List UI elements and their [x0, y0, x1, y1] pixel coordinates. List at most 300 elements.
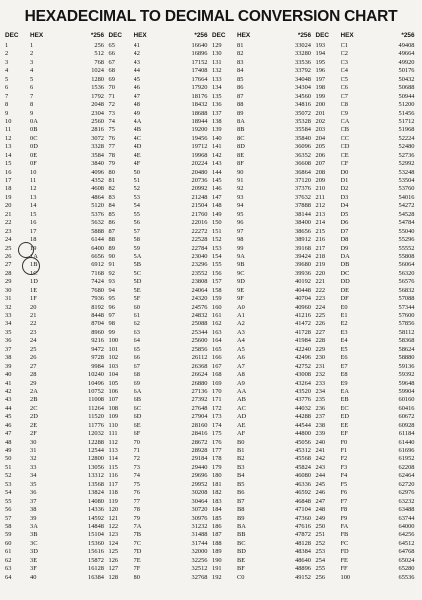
hex-cell: F4 — [340, 472, 348, 480]
table-row — [108, 574, 212, 582]
dec-cell: 208 — [315, 168, 326, 176]
table-row — [315, 76, 419, 84]
mult-cell: 52224 — [398, 134, 415, 142]
hex-cell: E7 — [340, 362, 348, 370]
hex-cell: BB — [237, 531, 246, 539]
table-row — [211, 253, 315, 261]
mult-cell: 15616 — [88, 548, 104, 556]
mult-cell: 23296 — [191, 261, 208, 269]
dec-cell: 9 — [5, 109, 9, 117]
mult-cell: 22784 — [191, 244, 208, 252]
mult-cell: 57088 — [398, 295, 415, 303]
hex-cell: 70 — [133, 438, 140, 446]
mult-cell: 65536 — [398, 573, 415, 581]
hex-cell: DD — [340, 278, 350, 286]
table-row — [4, 413, 108, 421]
hex-cell: 3 — [30, 58, 34, 66]
table-row — [4, 447, 108, 455]
mult-cell: 34304 — [295, 84, 311, 92]
mult-cell: 51200 — [398, 101, 415, 109]
dec-cell: 185 — [212, 514, 222, 522]
hex-cell: 9D — [237, 278, 245, 286]
table-row — [108, 540, 212, 548]
table-row — [4, 405, 108, 413]
mult-cell: 32000 — [191, 548, 208, 556]
mult-cell: 47360 — [295, 514, 311, 522]
mult-cell: 31488 — [191, 531, 208, 539]
mult-cell: 24064 — [191, 286, 208, 294]
table-row — [108, 295, 212, 303]
table-row — [211, 287, 315, 295]
dec-cell: 250 — [315, 522, 326, 530]
dec-cell: 5 — [5, 75, 9, 83]
hex-cell: E3 — [340, 328, 348, 336]
table-row — [211, 135, 315, 143]
hex-cell: 97 — [237, 227, 244, 235]
mult-cell: 49152 — [295, 573, 311, 581]
mult-cell: 47104 — [295, 506, 311, 514]
hex-cell: 28 — [30, 371, 37, 379]
mult-cell: 64512 — [398, 539, 415, 547]
mult-cell: 32512 — [191, 565, 208, 573]
mult-cell: 46336 — [295, 480, 311, 488]
mult-cell: 59392 — [398, 371, 415, 379]
table-row — [108, 320, 212, 328]
dec-cell: 64 — [5, 573, 12, 581]
dec-cell: 180 — [212, 472, 222, 480]
mult-cell: 31744 — [191, 539, 208, 547]
hex-cell: D3 — [340, 193, 349, 201]
mult-cell: 9728 — [91, 354, 104, 362]
mult-cell: 1792 — [91, 92, 104, 100]
hex-cell: 37 — [30, 497, 37, 505]
table-row — [211, 245, 315, 253]
table-row — [315, 211, 419, 219]
dec-cell: 135 — [212, 92, 222, 100]
hex-cell: DA — [340, 252, 350, 260]
table-row — [315, 396, 419, 404]
mult-cell: 8960 — [91, 328, 104, 336]
mult-cell: 41728 — [295, 328, 311, 336]
dec-cell: 131 — [212, 58, 222, 66]
table-row — [108, 405, 212, 413]
table-row — [108, 548, 212, 556]
table-row — [315, 245, 419, 253]
hex-cell: 39 — [30, 514, 37, 522]
dec-cell: 206 — [315, 151, 326, 159]
hex-cell: C0 — [237, 573, 245, 581]
table-row — [108, 76, 212, 84]
dec-cell: 73 — [108, 109, 115, 117]
dec-cell: 45 — [5, 413, 12, 421]
hex-cell: FC — [340, 539, 349, 547]
mult-cell: 50176 — [398, 67, 415, 75]
table-row — [4, 464, 108, 472]
table-row — [315, 160, 419, 168]
table-row — [108, 278, 212, 286]
hex-cell: 54 — [133, 202, 140, 210]
column-group-3 — [211, 30, 315, 596]
hex-cell: 95 — [237, 210, 244, 218]
hex-cell: FA — [340, 522, 349, 530]
hex-cell: 5D — [133, 278, 142, 286]
mult-cell: 29184 — [191, 455, 208, 463]
hex-cell: DC — [340, 269, 350, 277]
table-row — [4, 422, 108, 430]
table-row — [315, 464, 419, 472]
hex-cell: 7B — [133, 531, 141, 539]
dec-cell: 91 — [108, 261, 115, 269]
hex-cell: D4 — [340, 202, 349, 210]
mult-cell: 7680 — [91, 286, 104, 294]
table-row — [211, 177, 315, 185]
mult-cell: 512 — [94, 50, 104, 58]
mult-cell: 3072 — [91, 134, 104, 142]
hex-cell: 1F — [30, 295, 37, 303]
hex-cell: C6 — [340, 84, 348, 92]
table-row — [315, 346, 419, 354]
table-row — [108, 169, 212, 177]
table-rows — [108, 42, 212, 596]
mult-cell: 4608 — [91, 185, 104, 193]
mult-cell: 256 — [94, 42, 104, 49]
mult-cell: 32256 — [191, 556, 208, 564]
mult-cell: 4864 — [91, 193, 104, 201]
hex-cell: F5 — [340, 480, 348, 488]
mult-cell: 32768 — [191, 573, 208, 581]
mult-cell: 11264 — [88, 404, 104, 412]
column-group-4 — [315, 30, 419, 596]
hex-cell: 68 — [133, 371, 140, 379]
dec-cell: 17 — [5, 177, 12, 184]
hex-cell: 53 — [133, 193, 140, 201]
table-row — [4, 228, 108, 236]
dec-cell: 137 — [212, 109, 222, 117]
dec-cell: 133 — [212, 75, 222, 83]
hex-cell: 8B — [237, 126, 245, 134]
hex-cell: 5F — [133, 295, 141, 303]
dec-cell: 54 — [5, 489, 12, 497]
mult-cell: 40448 — [295, 286, 311, 294]
table-row — [108, 143, 212, 151]
mult-cell: 25856 — [191, 345, 208, 353]
table-row — [315, 50, 419, 58]
mult-cell: 18944 — [191, 117, 208, 125]
mult-cell: 17920 — [191, 84, 208, 92]
hex-cell: 50 — [133, 168, 140, 176]
dec-cell: 84 — [108, 202, 115, 210]
table-row — [4, 185, 108, 193]
hex-cell: 78 — [133, 506, 140, 514]
dec-cell: 166 — [212, 354, 222, 362]
mult-cell: 29952 — [191, 480, 208, 488]
hex-cell: D5 — [340, 210, 349, 218]
table-row — [4, 354, 108, 362]
hex-cell: E8 — [340, 371, 348, 379]
hex-cell: C9 — [340, 109, 348, 117]
dec-cell: 19 — [5, 193, 12, 201]
dec-cell: 197 — [315, 75, 326, 83]
mult-cell: 3328 — [91, 143, 104, 151]
dec-cell: 142 — [212, 151, 222, 159]
hex-cell: 6B — [133, 396, 141, 404]
dec-cell: 121 — [108, 514, 119, 522]
mult-cell: 60928 — [398, 421, 415, 429]
dec-cell: 178 — [212, 455, 222, 463]
dec-cell: 189 — [212, 548, 222, 556]
mult-cell: 34048 — [295, 75, 311, 83]
table-row — [4, 363, 108, 371]
mult-cell: 23552 — [191, 269, 208, 277]
dec-cell: 56 — [5, 506, 12, 514]
mult-cell: 22272 — [191, 227, 208, 235]
table-row — [211, 295, 315, 303]
table-row — [315, 110, 419, 118]
mult-cell: 31232 — [191, 522, 208, 530]
dec-cell: 196 — [315, 67, 326, 75]
table-row — [4, 380, 108, 388]
dec-cell: 67 — [108, 58, 115, 66]
hex-cell: B9 — [237, 514, 245, 522]
hex-cell: 0E — [30, 151, 38, 159]
hex-cell: 2D — [30, 413, 38, 421]
hex-cell: A2 — [237, 320, 245, 328]
dec-cell: 20 — [5, 202, 12, 210]
hex-cell: 7F — [133, 565, 141, 573]
mult-cell: 20736 — [191, 177, 208, 184]
hex-cell: 58 — [133, 236, 140, 244]
dec-cell: 143 — [212, 160, 222, 168]
mult-cell: 28672 — [191, 438, 208, 446]
table-row — [315, 59, 419, 67]
table-row — [108, 422, 212, 430]
hex-cell: F6 — [340, 489, 348, 497]
hex-cell: 32 — [30, 455, 37, 463]
hex-cell: B8 — [237, 506, 245, 514]
mult-cell: 44800 — [295, 430, 311, 438]
mult-cell: 6912 — [91, 261, 104, 269]
mult-cell: 53504 — [398, 177, 415, 184]
dec-cell: 16 — [5, 168, 12, 176]
hex-cell: CC — [340, 134, 350, 142]
table-row — [211, 270, 315, 278]
hex-cell: 38 — [30, 506, 37, 514]
hex-cell: 89 — [237, 109, 244, 117]
table-row — [315, 93, 419, 101]
mult-cell: 21504 — [191, 202, 208, 210]
dec-cell: 246 — [315, 489, 326, 497]
mult-cell: 26368 — [191, 362, 208, 370]
mult-cell: 43776 — [295, 396, 311, 404]
mult-cell: 54016 — [398, 193, 415, 201]
table-row — [211, 320, 315, 328]
table-row — [108, 228, 212, 236]
mult-cell: 16896 — [191, 50, 208, 58]
hex-cell: 3A — [30, 522, 38, 530]
mult-cell: 6400 — [91, 244, 104, 252]
table-row — [108, 363, 212, 371]
hex-cell: FD — [340, 548, 349, 556]
table-row — [211, 481, 315, 489]
dec-cell: 168 — [212, 371, 222, 379]
hex-cell: 4B — [133, 126, 141, 134]
table-row — [211, 422, 315, 430]
table-row — [315, 228, 419, 236]
table-row — [4, 346, 108, 354]
dec-cell: 195 — [315, 58, 326, 66]
dec-cell: 198 — [315, 84, 326, 92]
mult-cell: 63232 — [398, 497, 415, 505]
hex-cell: 24 — [30, 337, 37, 345]
mult-cell: 55808 — [398, 252, 415, 260]
mult-cell: 9984 — [91, 362, 104, 370]
table-row — [4, 67, 108, 75]
dec-cell: 24 — [5, 236, 12, 244]
hex-cell: FE — [340, 556, 348, 564]
dec-cell: 46 — [5, 421, 12, 429]
hex-cell: 5E — [133, 286, 141, 294]
dec-cell: 181 — [212, 480, 222, 488]
table-row — [211, 447, 315, 455]
mult-cell: 48128 — [295, 539, 311, 547]
mult-cell: 50432 — [398, 75, 415, 83]
mult-cell: 10752 — [88, 387, 104, 395]
table-row — [4, 42, 108, 50]
hex-cell: B7 — [237, 497, 245, 505]
dec-cell: 83 — [108, 193, 115, 201]
dec-cell: 245 — [315, 480, 326, 488]
table-row — [211, 169, 315, 177]
table-row — [211, 455, 315, 463]
dec-cell: 39 — [5, 362, 12, 370]
mult-cell: 24576 — [191, 303, 208, 311]
table-row — [4, 557, 108, 565]
mult-cell: 3840 — [91, 160, 104, 168]
hex-cell: 76 — [133, 489, 140, 497]
mult-cell: 57600 — [398, 312, 415, 319]
dec-cell: 70 — [108, 84, 115, 92]
table-row — [315, 202, 419, 210]
dec-cell: 183 — [212, 497, 222, 505]
mult-cell: 15104 — [88, 531, 104, 539]
hex-cell: 81 — [237, 42, 244, 49]
table-row — [4, 50, 108, 58]
mult-cell: 45568 — [295, 455, 311, 463]
mult-cell: 11008 — [88, 396, 104, 404]
dec-cell: 89 — [108, 244, 115, 252]
mult-cell: 49664 — [398, 50, 415, 58]
hex-cell: 15 — [30, 210, 37, 218]
mult-cell: 12544 — [88, 447, 104, 454]
hex-cell: 80 — [133, 573, 140, 581]
table-row — [108, 354, 212, 362]
hex-cell: 4F — [133, 160, 141, 168]
hex-cell: 41 — [133, 42, 140, 49]
dec-cell: 209 — [315, 177, 326, 184]
mult-cell: 3584 — [91, 151, 104, 159]
dec-cell: 1 — [5, 42, 9, 49]
mult-cell: 29440 — [191, 463, 208, 471]
table-row — [315, 498, 419, 506]
header-hex: HEX — [30, 32, 44, 39]
table-row — [4, 84, 108, 92]
mult-cell: 30464 — [191, 497, 208, 505]
table-row — [108, 101, 212, 109]
mult-cell: 40192 — [295, 278, 311, 286]
table-row — [108, 455, 212, 463]
table-row — [4, 261, 108, 269]
dec-cell: 61 — [5, 548, 12, 556]
dec-cell: 220 — [315, 269, 326, 277]
hex-cell: 99 — [237, 244, 244, 252]
table-row — [108, 67, 212, 75]
table-row — [108, 439, 212, 447]
dec-cell: 164 — [212, 337, 222, 345]
dec-cell: 153 — [212, 244, 222, 252]
hex-cell: C7 — [340, 92, 348, 100]
dec-cell: 14 — [5, 151, 12, 159]
table-row — [4, 531, 108, 539]
hex-cell: 2B — [30, 396, 38, 404]
dec-cell: 92 — [108, 269, 115, 277]
table-row — [211, 329, 315, 337]
mult-cell: 18688 — [191, 109, 208, 117]
table-row — [211, 278, 315, 286]
mult-cell: 44032 — [295, 404, 311, 412]
mult-cell: 6144 — [91, 236, 104, 244]
mult-cell: 38912 — [295, 236, 311, 244]
dec-cell: 241 — [315, 447, 326, 454]
table-row — [315, 413, 419, 421]
hex-cell: BD — [237, 548, 246, 556]
table-row — [211, 261, 315, 269]
hex-cell: 85 — [237, 75, 244, 83]
dec-cell: 71 — [108, 92, 115, 100]
table-row — [315, 388, 419, 396]
hex-cell: AD — [237, 413, 247, 421]
dec-cell: 212 — [315, 202, 326, 210]
table-row — [108, 177, 212, 185]
dec-cell: 47 — [5, 430, 12, 438]
dec-cell: 82 — [108, 185, 115, 193]
hex-cell: 6C — [133, 404, 141, 412]
dec-cell: 23 — [5, 227, 12, 235]
mult-cell: 33024 — [295, 42, 311, 49]
hex-cell: BF — [237, 565, 245, 573]
hex-cell: 8A — [237, 117, 245, 125]
table-row — [315, 169, 419, 177]
table-row — [108, 304, 212, 312]
hex-cell: EE — [340, 421, 349, 429]
hex-cell: 88 — [237, 101, 244, 109]
hex-cell: F8 — [340, 506, 348, 514]
hex-cell: 3C — [30, 539, 38, 547]
dec-cell: 44 — [5, 404, 12, 412]
hex-cell: 72 — [133, 455, 140, 463]
dec-cell: 176 — [212, 438, 222, 446]
mult-cell: 65024 — [398, 556, 415, 564]
dec-cell: 48 — [5, 438, 12, 446]
mult-cell: 11776 — [88, 421, 104, 429]
mult-cell: 58624 — [398, 345, 415, 353]
mult-cell: 41216 — [295, 312, 311, 319]
hex-cell: EB — [340, 396, 349, 404]
hex-cell: 6F — [133, 430, 141, 438]
hex-cell: 52 — [133, 185, 140, 193]
dec-cell: 252 — [315, 539, 326, 547]
dec-cell: 232 — [315, 371, 326, 379]
mult-cell: 13312 — [88, 472, 104, 480]
